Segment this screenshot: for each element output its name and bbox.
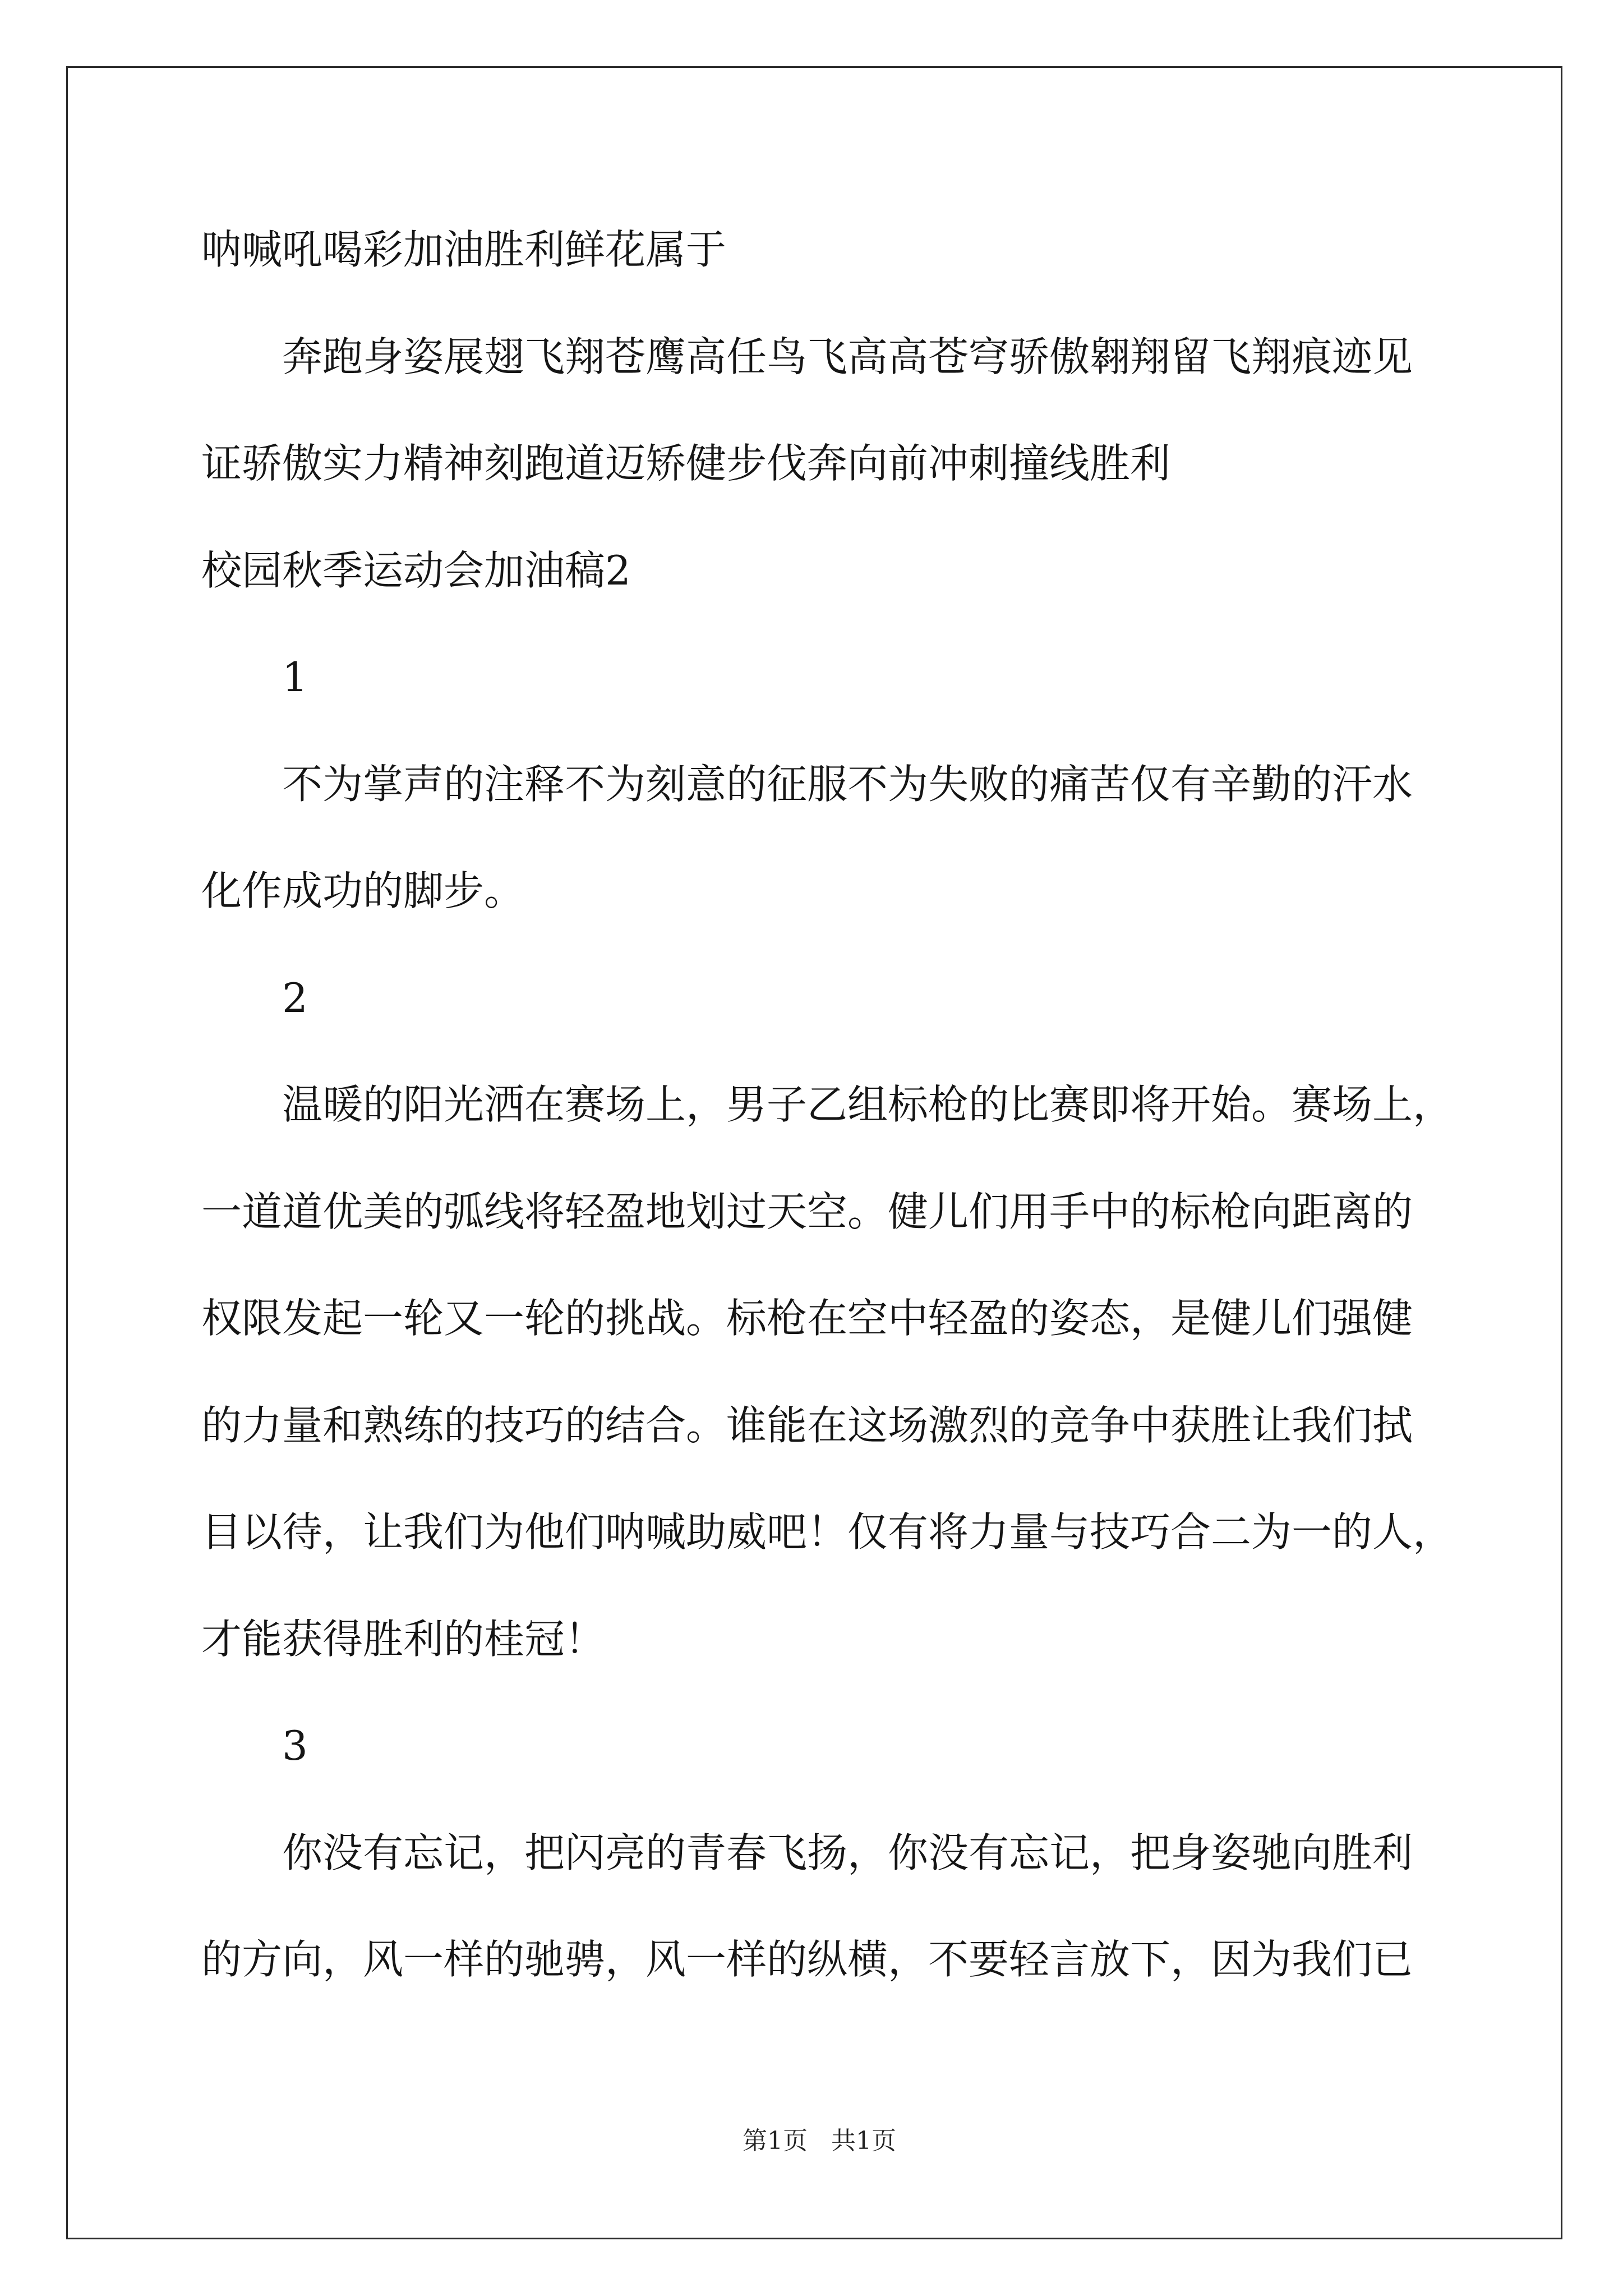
paragraph-line: 的力量和熟练的技巧的结合。谁能在这场激烈的竞争中获胜让我们拭 — [201, 1401, 1413, 1449]
paragraph-line: 温暖的阳光洒在赛场上，男子乙组标枪的比赛即将开始。赛场上， — [282, 1081, 1454, 1128]
paragraph — [201, 1800, 1453, 2013]
paragraph-line: 的方向，风一样的驰骋，风一样的纵横，不要轻言放下，因为我们已 — [201, 1936, 1413, 1983]
paragraph-line: 不为掌声的注释不为刻意的征服不为失败的痛苦仅有辛勤的汗水 — [282, 760, 1413, 808]
section-number-text: 2 — [282, 974, 308, 1022]
page-footer — [0, 2099, 1623, 2155]
document-body — [201, 196, 1453, 2013]
paragraph-line: 你没有忘记，把闪亮的青春飞扬，你没有忘记，把身姿驰向胜利 — [282, 1829, 1413, 1876]
section-number-text: 3 — [282, 1722, 308, 1769]
paragraph-line: 化作成功的脚步。 — [201, 867, 525, 914]
paragraph-line: 奔跑身姿展翅飞翔苍鹰高任鸟飞高高苍穹骄傲翱翔留飞翔痕迹见 — [282, 333, 1413, 380]
section-number — [201, 945, 1453, 1052]
paragraph-line: 证骄傲实力精神刻跑道迈矫健步伐奔向前冲刺撞线胜利 — [201, 440, 1171, 487]
paragraph — [201, 303, 1453, 517]
section-number-text: 1 — [282, 654, 308, 701]
page-number-label: 第1页 共1页 — [743, 2127, 896, 2155]
paragraph-line: 呐喊吼喝彩加油胜利鲜花属于 — [201, 226, 727, 273]
paragraph-line: 一道道优美的弧线将轻盈地划过天空。健儿们用手中的标枪向距离的 — [201, 1188, 1413, 1235]
paragraph — [201, 1051, 1453, 1692]
section-heading-text: 校园秋季运动会加油稿2 — [201, 546, 631, 594]
paragraph-line: 目以待，让我们为他们呐喊助威吧！仅有将力量与技巧合二为一的人， — [201, 1508, 1454, 1556]
section-number — [201, 1692, 1453, 1800]
paragraph-line: 权限发起一轮又一轮的挑战。标枪在空中轻盈的姿态，是健儿们强健 — [201, 1295, 1413, 1342]
paragraph — [201, 196, 1453, 303]
section-heading — [201, 517, 1453, 624]
paragraph — [201, 731, 1453, 945]
section-number — [201, 624, 1453, 731]
paragraph-line: 才能获得胜利的桂冠！ — [201, 1615, 606, 1663]
